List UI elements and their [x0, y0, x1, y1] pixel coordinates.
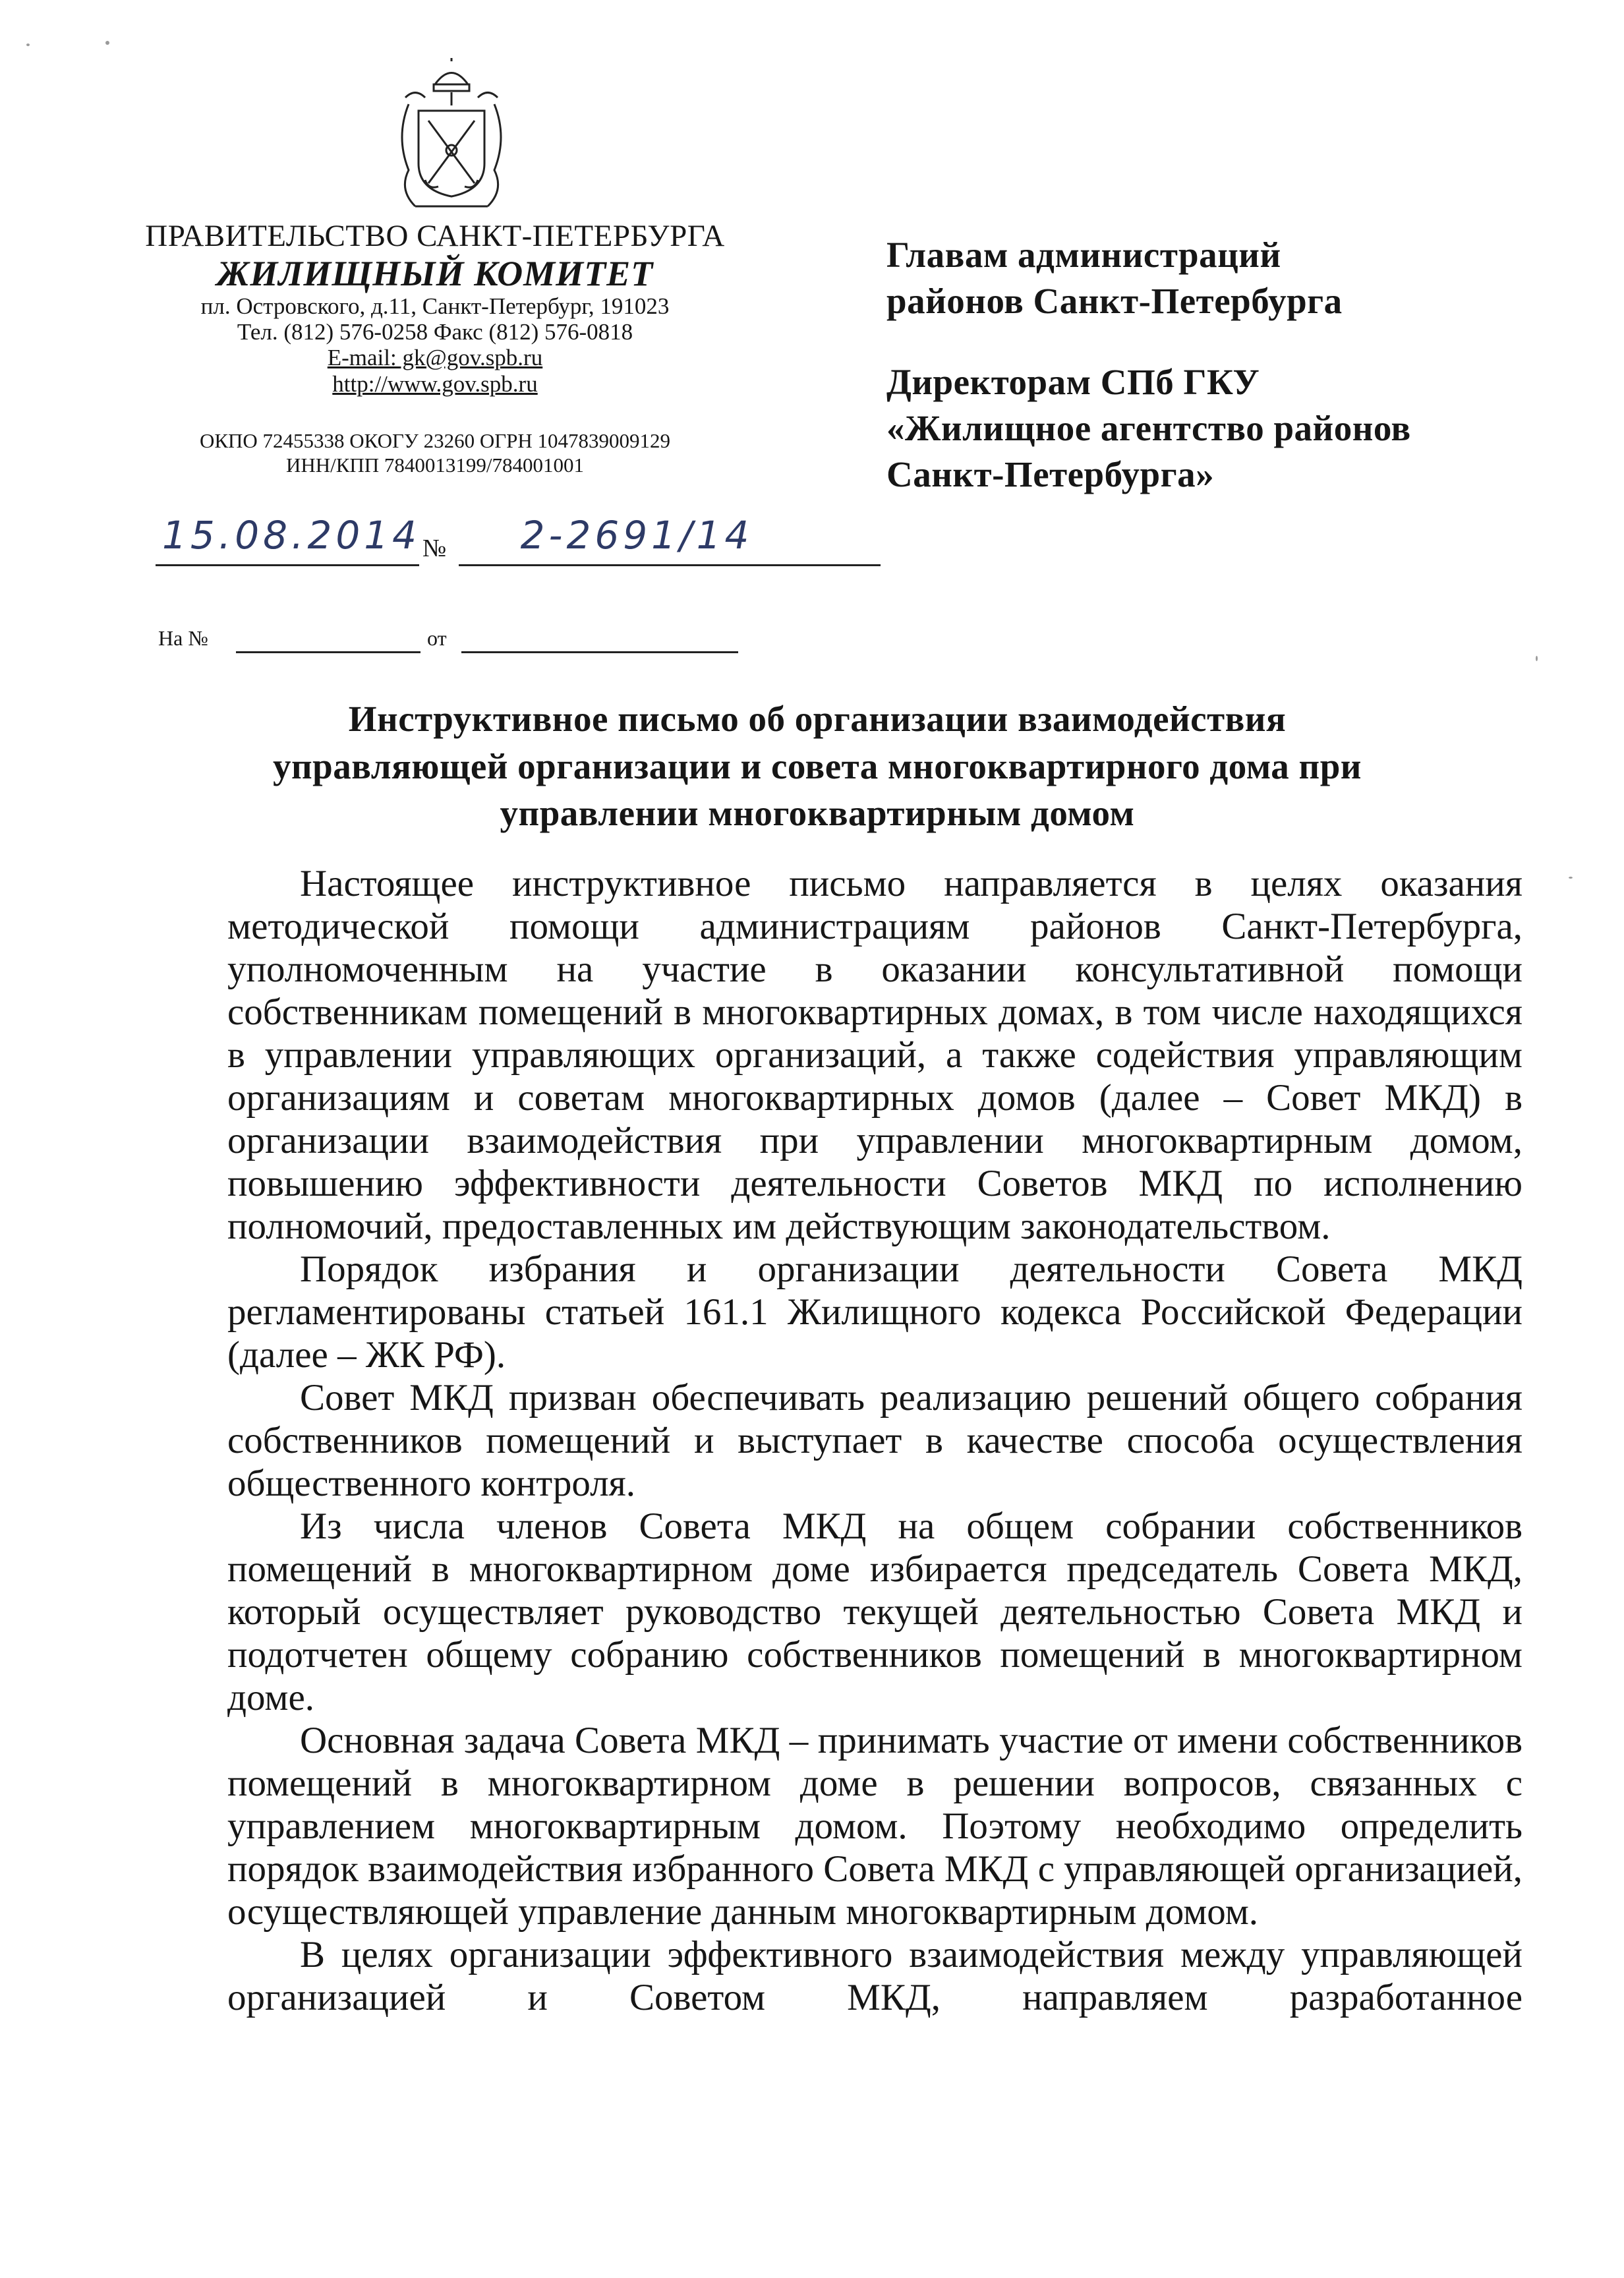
paragraph: Порядок избрания и организации деятельности Совета МКД регламентированы статьей 161.1 Жилищного кодекса Российской Федерации (далее – ЖК РФ).: [227, 1248, 1522, 1376]
letter-body: [227, 862, 1522, 2019]
registration-codes: [105, 428, 765, 477]
number-underline: [459, 564, 881, 566]
email: E-mail: gk@gov.spb.ru: [327, 345, 543, 371]
document-title: [198, 695, 1437, 837]
title-line: управляющей организации и совета многоквартирного дома при: [272, 745, 1362, 786]
addressee-line: Директорам СПб ГКУ: [886, 362, 1260, 402]
title-line: Инструктивное письмо об организации взаимодействия: [348, 699, 1287, 739]
scan-speck: [26, 44, 30, 46]
government-name: ПРАВИТЕЛЬСТВО САНКТ-ПЕТЕРБУРГА: [145, 219, 725, 253]
reference-date-blank: [461, 651, 738, 653]
paragraph: В целях организации эффективного взаимодействия между управляющей организацией и Советом МКД, направляем разработанное: [227, 1934, 1522, 2018]
reference-date-label: от: [427, 626, 447, 650]
reference-number-blank: [236, 651, 420, 653]
paragraph: Совет МКД призван обеспечивать реализацию решений общего собрания собственников помещений и выступает в качестве способа осуществления общественного контроля.: [227, 1377, 1522, 1504]
title-line: управлении многоквартирным домом: [500, 793, 1135, 833]
handwritten-number: 2-2691/14: [520, 513, 753, 558]
addressee-line: районов Санкт-Петербурга: [886, 280, 1343, 321]
addressee-line: Санкт-Петербурга»: [886, 453, 1215, 494]
paragraph: Основная задача Совета МКД – принимать участие от имени собственников помещений в многоквартирном доме в решении вопросов, связанных с управлением многоквартирным домом. Поэтому необходимо определить порядок взаимодействия избранного Совета МКД с управляющей организацией, осуществляющей управление данным многоквартирным домом.: [227, 1720, 1522, 1933]
committee-name: ЖИЛИЩНЫЙ КОМИТЕТ: [216, 253, 654, 293]
number-sign: №: [422, 535, 447, 562]
date-underline: [156, 564, 419, 566]
paragraph: Из числа членов Совета МКД на общем собрании собственников помещений в многоквартирном доме избирается председатель Совета МКД, который осуществляет руководство текущей деятельностью Совета МКД и подотчетен общему собранию собственников помещений в многоквартирном доме.: [227, 1505, 1522, 1718]
tax-ids: ИНН/КПП 7840013199/784001001: [285, 453, 585, 477]
reference-line: [158, 626, 751, 659]
scan-speck: [1536, 656, 1538, 661]
addressee-line: «Жилищное агентство районов: [886, 407, 1411, 448]
address: пл. Островского, д.11, Санкт-Петербург, 191023: [200, 293, 670, 320]
addressee-line: Главам администраций: [886, 235, 1281, 275]
outgoing-registration: [156, 513, 775, 573]
coat-of-arms-icon: [389, 58, 514, 216]
addressee-directors: [886, 359, 1598, 498]
website: http://www.gov.spb.ru: [332, 370, 538, 397]
handwritten-date: 15.08.2014: [162, 513, 421, 558]
addressee-heads: [886, 232, 1598, 324]
statistical-codes: ОКПО 72455338 ОКОГУ 23260 ОГРН 1047839009129: [199, 429, 671, 452]
letterhead: [105, 219, 765, 397]
paragraph: Настоящее инструктивное письмо направляется в целях оказания методической помощи администрациям районов Санкт-Петербурга, уполномоченным на участие в оказании консультативной помощи собственникам помещений в многоквартирных домах, в том числе находящихся в управлении управляющих организаций, а также содействия управляющим организациям и советам многоквартирных домов (далее – Совет МКД) в организации взаимодействия при управлении многоквартирным домом, повышению эффективности деятельности Советов МКД по исполнению полномочий, предоставленных им действующим законодательством.: [227, 863, 1522, 1247]
reference-number-label: На №: [158, 626, 208, 650]
phones: Тел. (812) 576-0258 Факс (812) 576-0818: [237, 319, 633, 345]
scan-speck: [1569, 877, 1573, 879]
scan-speck: [105, 41, 109, 45]
